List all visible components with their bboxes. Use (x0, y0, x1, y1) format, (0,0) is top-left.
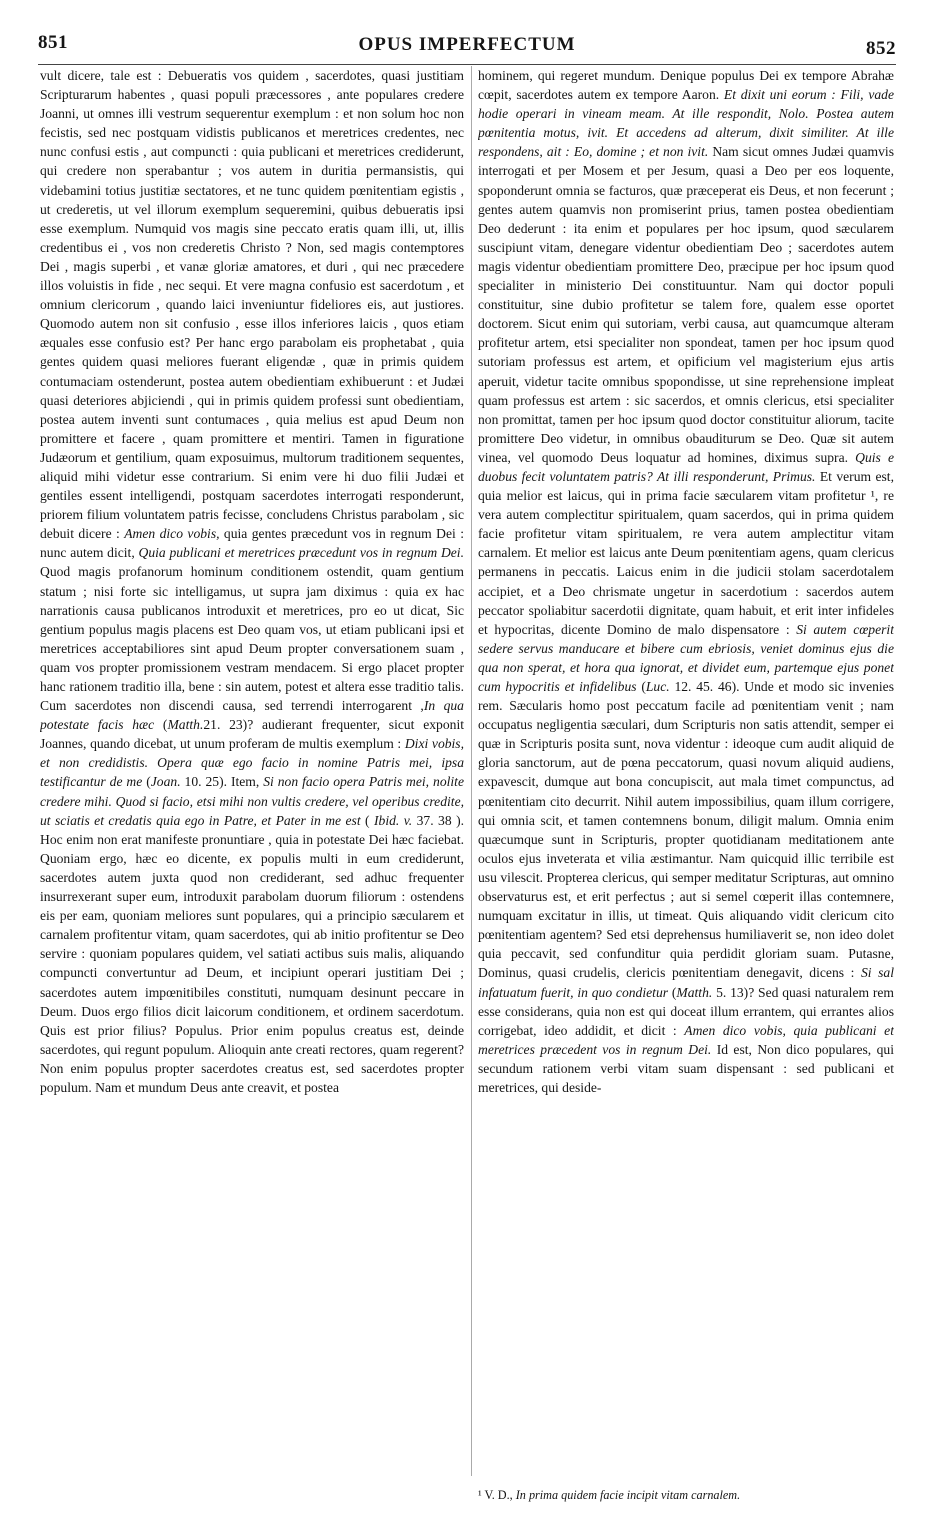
italic-passage: Matth. (167, 717, 204, 733)
italic-passage: Et dixit uni eorum : Fili, vade hodie operari in vineam meam. At ille respondit, Nolo. Postea autem pœnitentia motus, ivit. Et accedens ad alterum, dixit similiter. At ille respondens, ait : Eo, domine ; et non ivit. (478, 87, 894, 160)
italic-passage: Ibid. v. (374, 812, 413, 828)
page-number-left: 851 (38, 32, 68, 53)
italic-passage: Quia publicani et meretrices præcedunt vos in regnum Dei. (138, 545, 464, 561)
italic-passage: Amen dico vobis, (124, 526, 220, 542)
text-run: ( (142, 774, 151, 790)
text-run: 21. 23)? audierant frequenter, sicut exponit Joannes, quando dicebat, ut unum proferam de multis exemplum : (40, 717, 464, 752)
italic-passage: Si autem cœperit sedere servus manducare et bibere cum ebriosis, veniet dominus ejus die qua non sperat, et hora qua ignorat, et dividet eum, partemque ejus ponet cum hypocritis et infidelibus (478, 621, 894, 694)
text-run: Nam sicut omnes Judæi quamvis interrogati et per Mosem et per Jesum, quasi a Deo per eos loquente, spoponderunt omnia se facturos, quæ præceperat eis Deus, et non fecerunt ; gentes autem quamvis non promiserint prius, tamen postea obedientiam Deo dederunt : ita enim et populares per hoc ipsum, quod sæcularem suscipiunt vitam, denegare videntur obedientiam Deo ; sacerdotes autem magis videntur obedientiam promittere Deo, præcipue per hoc ipsum quod specialiter in ministerio Dei constituuntur. Nam qui doctor populi constituitur, sine dubio profitetur se talem fore, qualem esse oportet doctorem. Sicut enim qui sutoriam, verbi causa, aut quamcumque alteram profitetur artem, etsi specialiter non spondeat, tamen per hoc ipsum quod sutoriam professus est artem, et opificium vel magisterium ejus artis aperuit, videtur tacite omnibus spopondisse, ut sine reprehensione impleat quam professus est artem : sic sacerdos, et omnis clericus, etsi specialiter non promittat, tamen per hoc ipsum quod doctor constituitur aliorum, tacite promittere Deo videtur, in omnibus obauditurum se Deo. Quæ sit autem vinea, vel quomodo Deus loquatur ad homines, diximus supra. (478, 144, 894, 465)
italic-passage: Dixi vobis, et non credidistis. Opera quæ ego facio in nomine Patris mei, ipsa testificantur de me (40, 736, 464, 790)
text-run: ( (360, 812, 375, 828)
header-rule (38, 64, 896, 65)
italic-passage: Luc. (645, 679, 670, 694)
column-divider (471, 66, 472, 1476)
italic-passage: Joan. (150, 774, 181, 790)
text-run: ( (668, 984, 677, 1000)
text-run: Et verum est, quia melior est laicus, qui in prima facie sæcularem vitam profitetur ¹, re vera autem complectitur spiritualem, quam sacerdos, qui in prima quidem facie profitetur vitam spiritualem, re vera autem amplectitur vitam carnalem. Et melior est laicus ante Deum pœnitentiam agens, quam clericus permanens in peccatis. Laicus enim in die judicii stolam sacerdotalem accipiet, et a Deo chrismate ungetur in sacerdotium : sacerdos autem peccator spoliabitur sacerdotii dignitate, quam habuit, et erit inter infideles et hypocritas, dicente Domino de malo dispensatore : (478, 468, 894, 637)
text-run: 10. 25). Item, (180, 774, 264, 790)
right-column (478, 66, 894, 1476)
footnote-text: In prima quidem facie incipit vitam carnalem. (515, 1488, 741, 1502)
left-column-text (40, 66, 464, 1097)
left-column (40, 66, 464, 1476)
text-run: hominem, qui regeret mundum. Denique populus Dei ex tempore Abrahæ cœpit, sacerdotes autem ex tempore Aaron. (478, 68, 894, 103)
footnote (478, 1487, 894, 1503)
italic-passage: In qua potestate facis hæc (40, 698, 464, 733)
text-run: Id est, Non dico populares, qui secundum rationem verbi vitam suam dispensant : sed publicani et meretrices, qui deside- (478, 1041, 894, 1095)
text-run: ( (154, 717, 168, 733)
italic-passage: Si sal infatuatum fuerit, in quo condietur (478, 965, 894, 1000)
text-run: ( (636, 679, 646, 694)
page-number-right: 852 (866, 38, 896, 59)
text-run: Quod magis profanorum hominum conditionem ostendit, quam gentium statum ; nisi forte sic intelligamus, ut supra jam diximus : quia ex hac narrationis causa publicanos introduxit et meretrices, pro eo ut dicat, Sic gentium populus magis placens est Deo quam vos, ut etiam publicani ipsi et meretrices acceptabiliores sint apud Deum propter conversationem suam , quam vos propter promissionem vestram mendacem. Si ergo placet propter hanc rationem traditio illa, bene : sin autem, potest et altera esse traditio talis. Cum sacerdotes non discendi causa, sed terrendi interrogarent , (40, 564, 464, 714)
text-run: quia gentes præcedunt vos in regnum Dei : nunc autem dicit, (40, 526, 464, 561)
italic-passage: Si non facio opera Patris mei, nolite credere mihi. Quod si facio, etsi mihi non vultis credere, vel operibus credite, ut sciatis et credatis quia ego in Patre, et Pater in me est (40, 774, 464, 828)
running-title: OPUS IMPERFECTUM (358, 34, 576, 55)
text-run: 5. 13)? Sed quasi naturalem rem esse considerans, quia non est qui doceat illum errantem, qui errantes alios corrigebat, ideo addidit, et dicit : (478, 984, 894, 1038)
text-run: 37. 38 ). Hoc enim non erat manifeste pronuntiare , quia in potestate Dei hæc faciebat. Quoniam ergo, hæc eo dicente, ex populis multi in eum crediderunt, sacerdotes autem juxta quod non crediderant, sed adhuc frequenter insurrexerant super eum, introduxit parabolam duorum filiorum : ostendens eis per eam, quoniam meliores sunt populares, qui a principio sæcularem et carnalem profitentur vitam, quam sacerdotes, qui ab initio profitentur se Deo servire : quoniam populares quidem, vel satiati actibus suis malis, aliquando compuncti convertuntur ad Deum, et incipiunt operari justitiam Dei ; sacerdotes autem impœnitibiles constituti, numquam desinunt peccare in Deum. Duos ergo filios dicit laicorum conditionem, et ordinem sacerdotum. Quis est prior filius? Populus. Prior enim populus creatus est, deinde sacerdotes, qui regunt populum. Alioquin ante creati rectores, quam regerent? Non enim populus propter sacerdotes creatus est, sed sacerdotes propter populum. Nam et mundum Deus ante creavit, et postea (40, 812, 464, 1095)
italic-passage: Matth. (676, 984, 713, 1000)
right-column-text (478, 66, 894, 1097)
italic-passage: Amen dico vobis, quia publicani et meretrices præcedent vos in regnum Dei. (478, 1022, 894, 1057)
text-run: vult dicere, tale est : Debueratis vos quidem , sacerdotes, quasi justitiam Scripturarum habentes , quasi populi præcessores , ante populares credere Joanni, ut omnes illi vestrum sequerentur exemplum : et non solum hoc non fecistis, sed nec postquam vidistis publicanos et meretrices credentes, nec nunc confusi estis , aut compuncti : quia publicani et meretrices crediderunt, qui credere non sperabantur ; vos autem in duritia permansistis, qui videbamini totius justitiæ sectatores, et ne tunc quidem pœnitentiam egistis , ut crederetis, ut vel illorum exemplum sequeremini, quibus debueratis ipsi esse exemplum. Numquid vos magis sine peccato eratis quam illi, ut, illis credentibus ei , vos non crederetis Christo ? Non, sed magis contemptores Dei , magis superbi , et vanæ gloriæ amatores, et duri , qui nec præcedere illos voluistis in fide , nec sequi. Et vere magna confusio est sacerdotum , et omnium clericorum , quando laici inveniuntur fideliores eis, aut justiores. Quomodo autem non sit confusio , esse illos inferiores laicis , quos etiam æquales esse confusio est? Per hanc ergo parabolam eis prophetabat , quia gentes quidem quasi meliores fuerant eligendæ , quæ in primis quidem contumaciam ostenderunt, postea autem obedientiam exhibuerunt : et Judæi quasi deteriores abjiciendi , qui in primis quidem professi sunt obedientiam, postea autem inventi sunt contumaces , quia melius est apud Deum non promittere et facere , quam promittere et mentiri. Tamen in figuratione Judæorum et gentilium, quam exposuimus, multorum traditionem sequentes, aliquid mihi videtur esse contrarium. Si enim vere hi duo filii Judæi et gentiles essent intelligendi, postquam sacerdotes interrogati responderunt, priorem filium voluntatem patris fecisse, concludens Christus parabolam , sic debuit dicere : (40, 68, 464, 542)
footnote-marker: ¹ V. D., (478, 1488, 516, 1502)
italic-passage: Quis e duobus fecit voluntatem patris? At illi responderunt, Primus. (478, 449, 894, 484)
page-header (38, 32, 896, 58)
text-run: 12. 45. 46). Unde et modo sic invenies rem. Sæcularis homo post peccatum facile ad pœnitentiam venit ; nam occupatus negligentia sæculari, dum Scripturis non satis attendit, semper ei quæ in Scripturis posita sunt, nova videntur : ideoque cum audit aliquid de gloria sanctorum, aut de pœna peccatorum, quasi novum aliquid audiens, expavescit, dumque aut bona concupiscit, aut mala timet compunctus, ad pœnitentiam cito decurrit. Nihil autem impossibilius, quam illum corrigere, qui omnia scit, et tamen contemnens bonum, diligit malum. Omnia enim quæcumque sunt in Scripturis, propter quotidianam meditationem ante oculos ejus inveterata et vilia æstimantur. Nam quicquid illic terribile est usu vilescit. Propterea clericus, qui semper meditatur Scripturas, aut omnino observaturus est, et erit perfectus ; aut si semel cœperit illas contemnere, numquam excitatur in illis, ut timeat. Quis aliquando vidit clericum cito pœnitentiam agentem? Sed etsi deprehensus humiliaverit se, non ideo dolet quia peccavit, sed confunditur quia perdidit gloriam suam. Putasne, Dominus, quasi crudelis, clericis pœnitentiam denegavit, dicens : (478, 679, 894, 981)
